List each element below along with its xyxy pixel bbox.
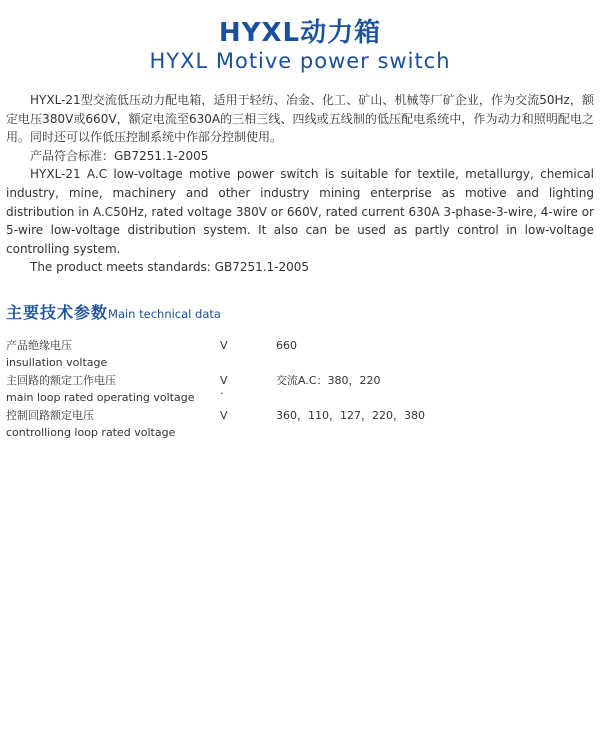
spec-row-main-loop [6, 372, 594, 407]
spec-mark: . [220, 384, 224, 397]
spec-table [6, 337, 594, 442]
page-title-cn: HYXL动力箱 [218, 18, 382, 48]
standard-note-cn: 产品符合标准：GB7251.1-2005 [30, 148, 209, 163]
spec-value: 660 [276, 339, 297, 352]
page-title-en: HYXL Motive power switch [149, 49, 451, 73]
standard-note-en: The product meets standards: GB7251.1-2005 [30, 260, 310, 275]
section-title-en: Main technical data [108, 307, 221, 321]
spec-unit: V [220, 409, 228, 422]
spec-label-cn: 控制回路额定电压 [6, 409, 94, 422]
spec-label [6, 337, 107, 371]
section-title-cn: 主要技术参数 [6, 303, 109, 322]
spec-label-cn: 主回路的额定工作电压 [6, 374, 116, 387]
spec-label-cn: 产品绝缘电压 [6, 339, 72, 352]
spec-value: 交流A.C：380，220 [276, 374, 381, 387]
spec-label-en: main loop rated operating voltage [6, 391, 195, 404]
intro-paragraph-cn: HYXL-21型交流低压动力配电箱，适用于轻纺、冶金、化工、矿山、机械等厂矿企业，作为交流50Hz，额定电压380V或660V，额定电流至630A的三相三线、四线或五线制的低压配电系统中，作为动力和照明配电之用。同时还可以作低压控制系统中作部分控制使用。 [6, 93, 594, 145]
spec-label-en: controlliong loop rated voltage [6, 426, 176, 439]
intro-paragraph-en: HYXL-21 A.C low-voltage motive power switch is suitable for textile, metallurgy, chemical industry, mine, machinery and other industry mining enterprise as motive and lighting distribution in A.C50Hz, rated voltage 380V or 660V, rated current 630A 3-phase-3-wire, 4-wire or 5-wire low-voltage distribution system. It also can be used as partly control in low-voltage controlling system. [6, 167, 594, 256]
spec-label [6, 407, 175, 441]
spec-unit: V [220, 374, 228, 387]
spec-row-insulation [6, 337, 594, 372]
spec-value: 360，110，127，220，380 [276, 409, 425, 422]
spec-row-control-loop [6, 407, 594, 442]
spec-label-en: insullation voltage [6, 356, 108, 369]
intro-text [6, 91, 594, 277]
section-title [6, 300, 221, 323]
spec-label [6, 372, 194, 406]
spec-unit: V [220, 339, 228, 352]
